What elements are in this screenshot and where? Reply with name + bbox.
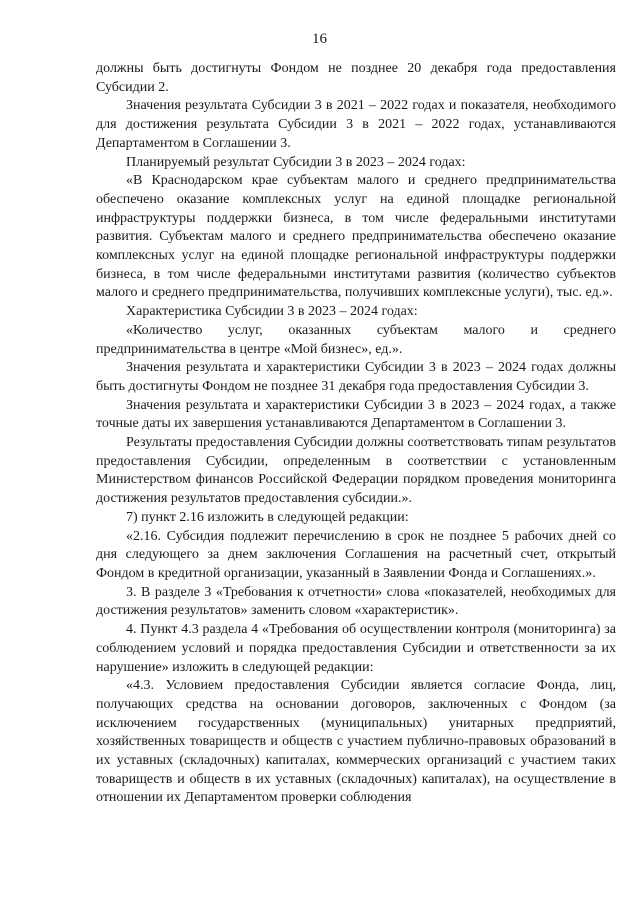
page-number: 16 xyxy=(312,31,327,47)
paragraph: Характеристика Субсидии 3 в 2023 – 2024 годах: xyxy=(126,304,418,320)
paragraph: «В Краснодарском крае субъектам малого и среднего предпринимательства обеспечено оказание комплексных услуг на единой площадке региональной инфраструктуры поддержки бизнеса, в том числе федеральными институтами развития. Субъектам малого и среднего предпринимательства обеспечено оказание комплексных услуг на единой площадке региональной инфраструктуры поддержки бизнеса, в том числе федеральными институтами развития (количество субъектов малого и среднего предпринимательства, получивших комплексные услуги), тыс. ед.». xyxy=(96,173,616,301)
paragraph: 4. Пункт 4.3 раздела 4 «Требования об осуществлении контроля (мониторинга) за соблюдением условий и порядка предоставления Субсидии и ответственности за их нарушение» изложить в следующей редакции: xyxy=(96,622,616,675)
paragraph: «2.16. Субсидия подлежит перечислению в срок не позднее 5 рабочих дней со дня следующего за днем заключения Соглашения на расчетный счет, открытый Фондом в кредитной организации, указанный в Заявлении Фонда и Соглашениях.». xyxy=(96,528,616,581)
paragraph: Значения результата Субсидии 3 в 2021 – 2022 годах и показателя, необходимого для достижения результата Субсидии 3 в 2021 – 2022 годах, устанавливаются Департаментом в Соглашении 3. xyxy=(96,98,616,151)
document-body xyxy=(96,60,616,808)
paragraph: «4.3. Условием предоставления Субсидии является согласие Фонда, лиц, получающих средства на основании договоров, заключенных с Фондом (за исключением государственных (муниципальных) унитарных предприятий, хозяйственных товариществ и обществ с участием публично-правовых образований в их уставных (складочных) капиталах, коммерческих организаций с участием таких товариществ и обществ в их уставных (складочных) капиталах), на осуществление в отношении их Департаментом проверки соблюдения xyxy=(96,678,616,806)
paragraph: Результаты предоставления Субсидии должны соответствовать типам результатов предоставления Субсидии, определенным в соответствии с установленным Министерством финансов Российской Федерации порядком проведения мониторинга достижения результатов предоставления субсидии.». xyxy=(96,435,616,507)
paragraph: 3. В разделе 3 «Требования к отчетности» слова «показателей, необходимых для достижения результатов» заменить словом «характеристик». xyxy=(96,584,616,619)
paragraph: 7) пункт 2.16 изложить в следующей редакции: xyxy=(126,509,409,525)
paragraph: «Количество услуг, оказанных субъектам малого и среднего предпринимательства в центре «Мой бизнес», ед.». xyxy=(96,322,616,357)
paragraph: Значения результата и характеристики Субсидии 3 в 2023 – 2024 годах, а также точные даты их завершения устанавливаются Департаментом в Соглашении 3. xyxy=(96,397,616,432)
paragraph: Значения результата и характеристики Субсидии 3 в 2023 – 2024 годах должны быть достигнуты Фондом не позднее 31 декабря года предоставления Субсидии 3. xyxy=(96,360,616,394)
paragraph: должны быть достигнуты Фондом не позднее 20 декабря года предоставления Субсидии 2. xyxy=(96,61,616,95)
paragraph: Планируемый результат Субсидии 3 в 2023 – 2024 годах: xyxy=(126,154,466,170)
